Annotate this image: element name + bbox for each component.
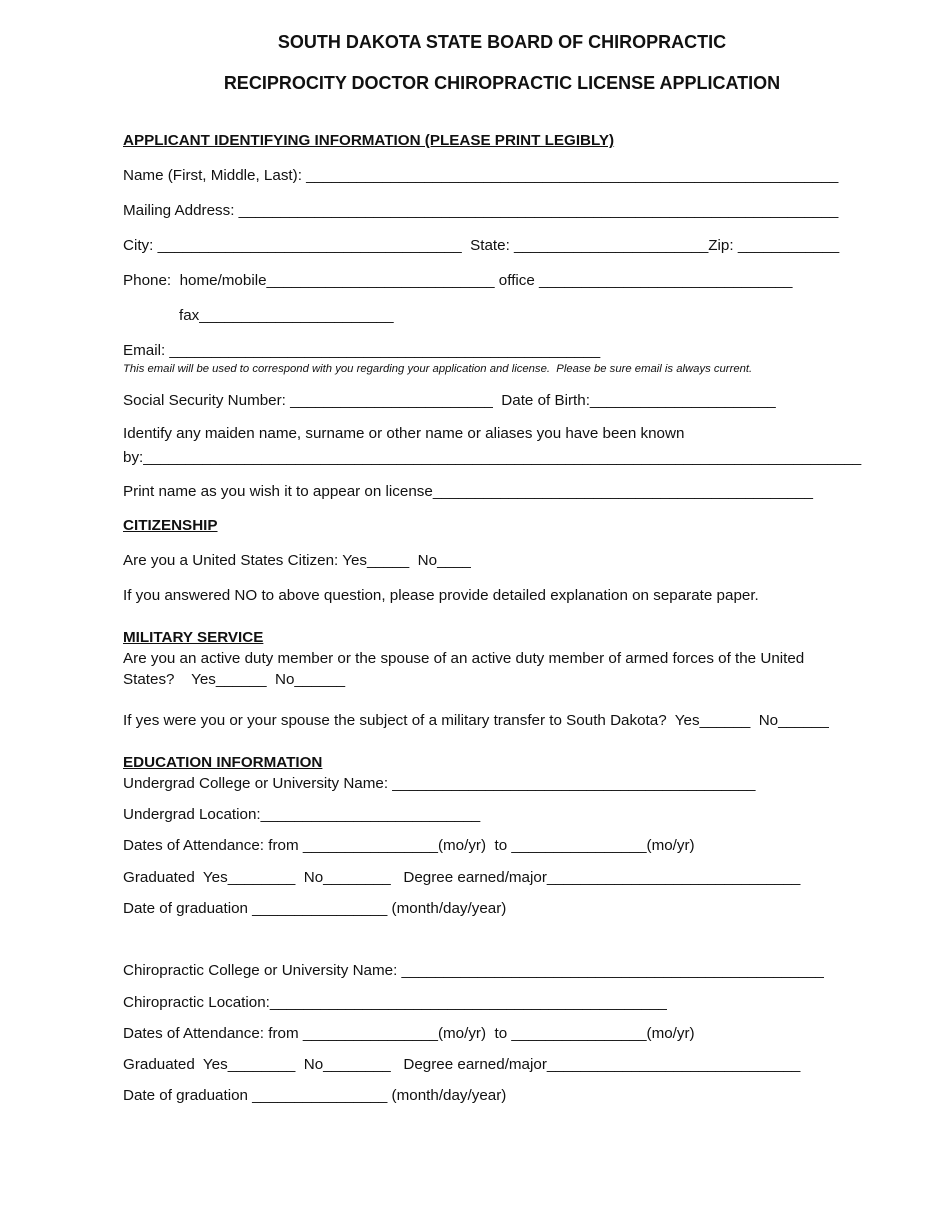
citizen-question-field[interactable]: Are you a United States Citizen: Yes_____ No____	[123, 552, 471, 569]
aliases-field[interactable]: by:_____________________________________________________________________________________	[123, 449, 862, 466]
undergrad-dates-field[interactable]: Dates of Attendance: from ________________(mo/yr) to ________________(mo/yr)	[123, 837, 695, 854]
undergrad-name-field[interactable]: Undergrad College or University Name: ___________________________________________	[123, 775, 756, 792]
print-name-field[interactable]: Print name as you wish it to appear on license_____________________________________________	[123, 483, 813, 500]
chiro-location-field[interactable]: Chiropractic Location:_______________________________________________	[123, 994, 667, 1011]
undergrad-location-field[interactable]: Undergrad Location:__________________________	[123, 806, 481, 823]
military-answer-field[interactable]: States? Yes______ No______	[123, 671, 346, 688]
chiro-name-field[interactable]: Chiropractic College or University Name: __________________________________________________	[123, 962, 824, 979]
applicant-heading: APPLICANT IDENTIFYING INFORMATION (PLEASE PRINT LEGIBLY)	[123, 132, 615, 149]
mailing-address-field[interactable]: Mailing Address: _______________________________________________________________________	[123, 202, 839, 219]
fax-field[interactable]: fax_______________________	[179, 307, 394, 324]
aliases-label: Identify any maiden name, surname or other name or aliases you have been known	[123, 425, 685, 442]
ssn-dob-field[interactable]: Social Security Number: ________________________ Date of Birth:______________________	[123, 392, 776, 409]
undergrad-graduated-field[interactable]: Graduated Yes________ No________ Degree earned/major______________________________	[123, 869, 801, 886]
education-heading: EDUCATION INFORMATION	[123, 754, 323, 771]
military-question: Are you an active duty member or the spouse of an active duty member of armed forces of the United	[123, 650, 805, 667]
name-field[interactable]: Name (First, Middle, Last): _______________________________________________________________	[123, 167, 839, 184]
email-note: This email will be used to correspond with you regarding your application and license. Please be sure email is always current.	[123, 363, 753, 375]
citizen-explanation: If you answered NO to above question, please provide detailed explanation on separate paper.	[123, 587, 759, 604]
phone-field[interactable]: Phone: home/mobile___________________________ office ______________________________	[123, 272, 793, 289]
email-field[interactable]: Email: ___________________________________________________	[123, 342, 601, 359]
military-heading: MILITARY SERVICE	[123, 629, 264, 646]
application-title: RECIPROCITY DOCTOR CHIROPRACTIC LICENSE APPLICATION	[223, 73, 781, 93]
citizenship-heading: CITIZENSHIP	[123, 517, 218, 534]
undergrad-grad-date-field[interactable]: Date of graduation ________________ (month/day/year)	[123, 900, 507, 917]
chiro-graduated-field[interactable]: Graduated Yes________ No________ Degree earned/major______________________________	[123, 1056, 801, 1073]
city-state-zip-field[interactable]: City: ____________________________________ State: _______________________Zip: ____________	[123, 237, 840, 254]
chiro-dates-field[interactable]: Dates of Attendance: from ________________(mo/yr) to ________________(mo/yr)	[123, 1025, 695, 1042]
chiro-grad-date-field[interactable]: Date of graduation ________________ (month/day/year)	[123, 1087, 507, 1104]
military-transfer-field[interactable]: If yes were you or your spouse the subject of a military transfer to South Dakota? Yes______ No______	[123, 712, 829, 729]
board-title: SOUTH DAKOTA STATE BOARD OF CHIROPRACTIC	[277, 32, 727, 52]
